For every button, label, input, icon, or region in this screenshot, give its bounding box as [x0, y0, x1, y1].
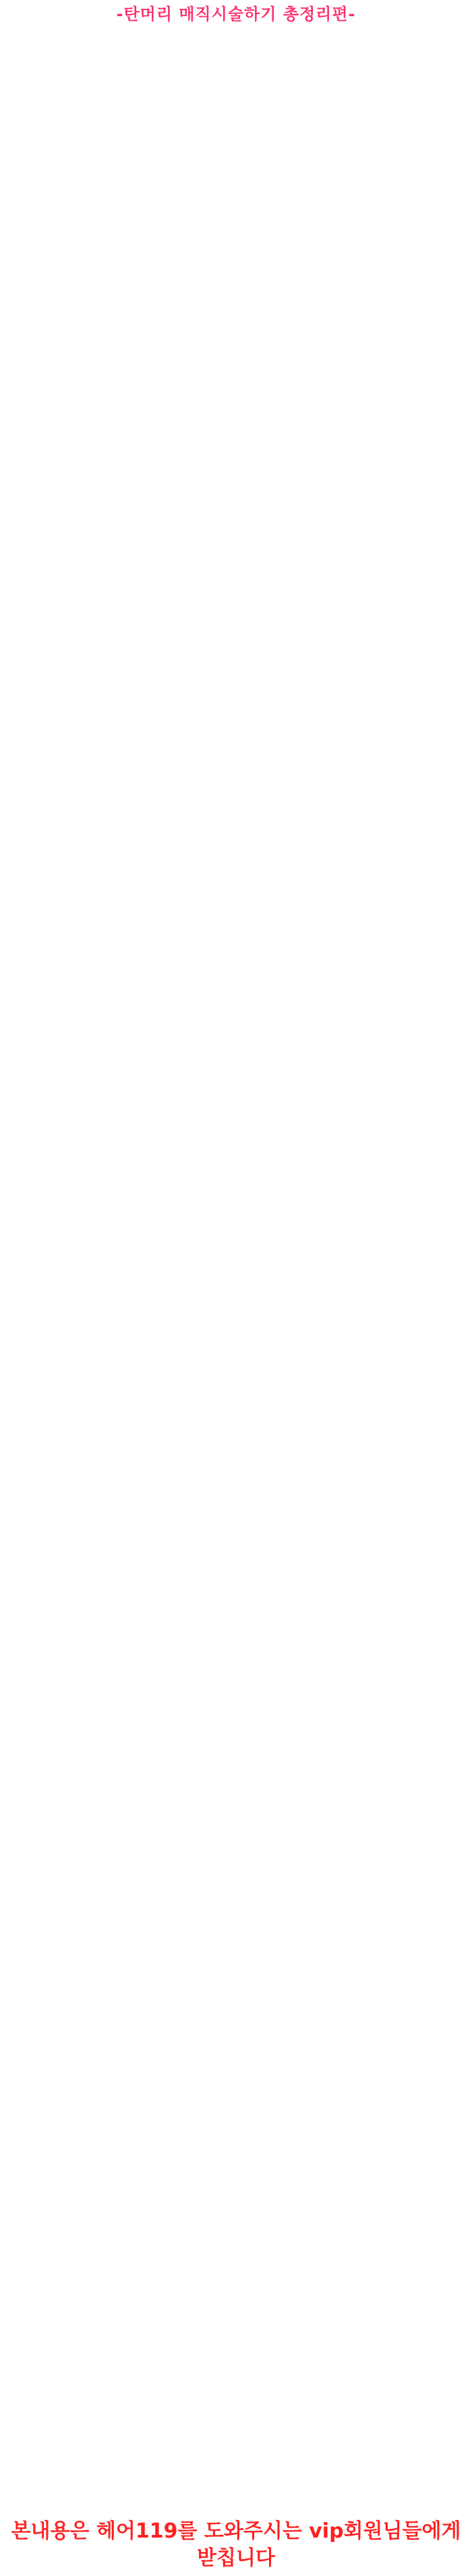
section: [7, 444, 465, 531]
paragraph: [7, 757, 465, 814]
paragraph-line: [7, 1198, 465, 1207]
paragraph-line: [7, 1170, 465, 1179]
section-heading: [7, 1306, 465, 1315]
paragraph-line: [7, 1451, 465, 1460]
paragraph-line: [7, 1432, 465, 1441]
section: [7, 276, 465, 334]
paragraph-line: [7, 486, 465, 495]
paragraph-line: [7, 851, 465, 860]
paragraph-line: [7, 1001, 465, 1011]
paragraph-line: [7, 1788, 465, 1797]
paragraph-line: [7, 1619, 465, 1629]
paragraph-line: [7, 776, 465, 786]
section-divider: [7, 268, 465, 269]
paragraph-line: [7, 233, 465, 243]
paragraph-line: [7, 1357, 465, 1366]
paragraph-line: [7, 65, 465, 74]
section-heading: [7, 276, 465, 285]
section: [7, 117, 465, 194]
section: [7, 1034, 465, 1112]
section-divider: [7, 1214, 465, 1215]
paragraph-line: [7, 1910, 465, 1919]
section: [7, 1474, 465, 1571]
paragraph-line: [7, 1807, 465, 1816]
section-heading: [7, 1034, 465, 1044]
section: [7, 922, 465, 1028]
paragraph-line: [7, 177, 465, 187]
paragraph-line: [7, 720, 465, 730]
paragraph-line: [7, 1544, 465, 1554]
paragraph-line: [7, 243, 465, 252]
paragraph-line: [7, 1497, 465, 1507]
paragraph-line: [7, 149, 465, 158]
paragraph-line: [7, 1151, 465, 1160]
content-area: [7, 32, 465, 1943]
section-divider: [7, 1935, 465, 1936]
paragraph-line: [7, 1835, 465, 1844]
paragraph-line: [7, 1797, 465, 1807]
paragraph-line: [7, 1086, 465, 1095]
paragraph-line: [7, 289, 465, 299]
section-divider: [7, 1027, 465, 1028]
section: [7, 32, 465, 110]
section-heading: [7, 622, 465, 631]
section-divider: [7, 1748, 465, 1749]
paragraph-line: [7, 992, 465, 1001]
paragraph-line: [7, 1282, 465, 1292]
paragraph-line: [7, 795, 465, 805]
paragraph-line: [7, 1844, 465, 1854]
section: [7, 538, 465, 615]
paragraph: [7, 130, 465, 187]
paragraph-line: [7, 392, 465, 402]
section-heading: [7, 201, 465, 210]
paragraph-line: [7, 973, 465, 982]
section: [7, 1119, 465, 1215]
paragraph-line: [7, 683, 465, 692]
paragraph-line: [7, 93, 465, 102]
paragraph-line: [7, 1160, 465, 1170]
bottom-banner-text: 본내용은 헤어119를 도와주시는 vip회원님들에게 받칩니다: [11, 2519, 461, 2570]
paragraph-line: [7, 214, 465, 224]
paragraph-line: [7, 964, 465, 973]
paragraph-line: [7, 1338, 465, 1348]
paragraph-line: [7, 842, 465, 851]
paragraph: [7, 842, 465, 908]
paragraph-line: [7, 757, 465, 767]
paragraph: [7, 1132, 465, 1207]
paragraph-line: [7, 1703, 465, 1713]
paragraph-line: [7, 1647, 465, 1657]
section-divider: [7, 736, 465, 737]
paragraph-line: [7, 1769, 465, 1778]
paragraph: [7, 1413, 465, 1460]
paragraph-line: [7, 1095, 465, 1104]
paragraph-line: [7, 1919, 465, 1928]
section-divider: [7, 1111, 465, 1112]
section: [7, 622, 465, 737]
paragraph-line: [7, 879, 465, 889]
paragraph-line: [7, 308, 465, 317]
section-heading: [7, 922, 465, 931]
paragraph-line: [7, 898, 465, 908]
paragraph-line: [7, 1245, 465, 1254]
section: [7, 201, 465, 269]
section-heading: [7, 538, 465, 547]
paragraph-line: [7, 1254, 465, 1263]
paragraph-line: [7, 786, 465, 795]
section: [7, 1306, 465, 1393]
paragraph-line: [7, 364, 465, 373]
paragraph-line: [7, 383, 465, 392]
paragraph-line: [7, 551, 465, 561]
paragraph-line: [7, 1825, 465, 1835]
paragraph-line: [7, 711, 465, 720]
paragraph-line: [7, 1011, 465, 1020]
paragraph-line: [7, 1179, 465, 1189]
section: [7, 1222, 465, 1299]
paragraph-line: [7, 1881, 465, 1891]
paragraph-line: [7, 561, 465, 570]
paragraph: [7, 1319, 465, 1385]
paragraph-line: [7, 1235, 465, 1245]
paragraph-line: [7, 945, 465, 954]
paragraph-line: [7, 158, 465, 168]
paragraph-line: [7, 505, 465, 514]
paragraph-line: [7, 411, 465, 420]
paragraph: [7, 46, 465, 102]
paragraph-line: [7, 1554, 465, 1563]
paragraph-line: [7, 673, 465, 683]
section: [7, 744, 465, 821]
section: [7, 1577, 465, 1664]
paragraph-line: [7, 1629, 465, 1638]
section-heading: [7, 1577, 465, 1587]
paragraph: [7, 354, 465, 430]
paragraph: [7, 1881, 465, 1928]
paragraph-line: [7, 589, 465, 598]
paragraph-line: [7, 514, 465, 524]
paragraph-line: [7, 168, 465, 177]
paragraph-line: [7, 1141, 465, 1151]
paragraph-line: [7, 1722, 465, 1732]
paragraph-line: [7, 1600, 465, 1610]
paragraph-line: [7, 1132, 465, 1141]
paragraph-line: [7, 74, 465, 84]
paragraph-line: [7, 1376, 465, 1385]
paragraph-line: [7, 84, 465, 93]
paragraph-line: [7, 1488, 465, 1497]
paragraph-line: [7, 1366, 465, 1376]
section-heading: [7, 444, 465, 453]
section-divider: [7, 1467, 465, 1468]
section: [7, 1755, 465, 1861]
section: [7, 341, 465, 437]
paragraph-line: [7, 1638, 465, 1647]
paragraph-line: [7, 46, 465, 55]
paragraph: [7, 1591, 465, 1657]
paragraph-line: [7, 1591, 465, 1600]
paragraph-line: [7, 1076, 465, 1086]
paragraph-line: [7, 1189, 465, 1198]
section-divider: [7, 1392, 465, 1393]
paragraph: [7, 1488, 465, 1563]
paragraph-line: [7, 1067, 465, 1076]
paragraph: [7, 214, 465, 261]
paragraph-line: [7, 299, 465, 308]
section-heading: [7, 1671, 465, 1680]
paragraph-line: [7, 570, 465, 579]
paragraph: [7, 1048, 465, 1104]
paragraph-line: [7, 935, 465, 945]
paragraph-line: [7, 1263, 465, 1273]
paragraph-line: [7, 870, 465, 879]
paragraph-line: [7, 1526, 465, 1535]
paragraph-line: [7, 252, 465, 261]
paragraph-line: [7, 954, 465, 964]
paragraph-line: [7, 1535, 465, 1544]
paragraph-line: [7, 1685, 465, 1694]
paragraph-line: [7, 55, 465, 65]
paragraph-line: [7, 317, 465, 327]
section-heading: [7, 1868, 465, 1877]
paragraph-line: [7, 692, 465, 701]
paragraph-line: [7, 458, 465, 467]
paragraph-line: [7, 664, 465, 673]
paragraph-line: [7, 130, 465, 139]
page-title: -탄머리 매직시술하기 총정리편-: [116, 5, 356, 24]
paragraph-line: [7, 1900, 465, 1910]
section-heading: [7, 1119, 465, 1128]
paragraph-line: [7, 635, 465, 645]
paragraph-line: [7, 1413, 465, 1422]
paragraph-line: [7, 354, 465, 364]
section-heading: [7, 1474, 465, 1484]
paragraph-line: [7, 1507, 465, 1516]
paragraph-line: [7, 1694, 465, 1703]
paragraph-line: [7, 1891, 465, 1900]
paragraph-line: [7, 1048, 465, 1057]
section-divider: [7, 1298, 465, 1299]
paragraph-line: [7, 467, 465, 476]
paragraph-line: [7, 1273, 465, 1282]
section-divider: [7, 530, 465, 531]
paragraph-line: [7, 1348, 465, 1357]
section: [7, 828, 465, 915]
section: [7, 1671, 465, 1749]
section-heading: [7, 1400, 465, 1409]
paragraph: [7, 1235, 465, 1292]
paragraph-line: [7, 598, 465, 608]
section-divider: [7, 109, 465, 110]
paragraph-line: [7, 860, 465, 870]
paragraph-line: [7, 701, 465, 711]
section-heading: [7, 1755, 465, 1765]
section: [7, 1400, 465, 1468]
section-divider: [7, 914, 465, 915]
section-divider: [7, 1860, 465, 1861]
section-heading: [7, 828, 465, 838]
paragraph-line: [7, 1319, 465, 1329]
paragraph: [7, 458, 465, 524]
paragraph-line: [7, 889, 465, 898]
section-heading: [7, 1222, 465, 1231]
sections: [7, 32, 465, 1936]
paragraph-line: [7, 579, 465, 589]
section: [7, 1868, 465, 1936]
paragraph-line: [7, 1713, 465, 1722]
section-heading: [7, 744, 465, 753]
paragraph-line: [7, 982, 465, 992]
section-heading: [7, 341, 465, 350]
paragraph-line: [7, 1441, 465, 1451]
paragraph-line: [7, 1516, 465, 1526]
paragraph-line: [7, 1732, 465, 1741]
paragraph-line: [7, 805, 465, 814]
paragraph-line: [7, 476, 465, 486]
paragraph: [7, 551, 465, 608]
paragraph-line: [7, 224, 465, 233]
paragraph-line: [7, 1610, 465, 1619]
paragraph-line: [7, 373, 465, 383]
paragraph: [7, 635, 465, 730]
paragraph: [7, 935, 465, 1020]
paragraph-line: [7, 767, 465, 776]
section-heading: [7, 117, 465, 126]
section-divider: [7, 1570, 465, 1571]
paragraph: [7, 289, 465, 327]
paragraph-line: [7, 139, 465, 149]
section-divider: [7, 193, 465, 194]
paragraph-line: [7, 420, 465, 430]
paragraph-line: [7, 1778, 465, 1788]
paragraph-line: [7, 495, 465, 505]
paragraph-line: [7, 1422, 465, 1432]
paragraph-line: [7, 1329, 465, 1338]
paragraph: [7, 1685, 465, 1741]
paragraph-line: [7, 1057, 465, 1067]
paragraph-line: [7, 1816, 465, 1825]
paragraph-line: [7, 402, 465, 411]
paragraph: [7, 1769, 465, 1854]
paragraph-line: [7, 654, 465, 664]
section-heading: [7, 32, 465, 42]
paragraph-line: [7, 645, 465, 654]
